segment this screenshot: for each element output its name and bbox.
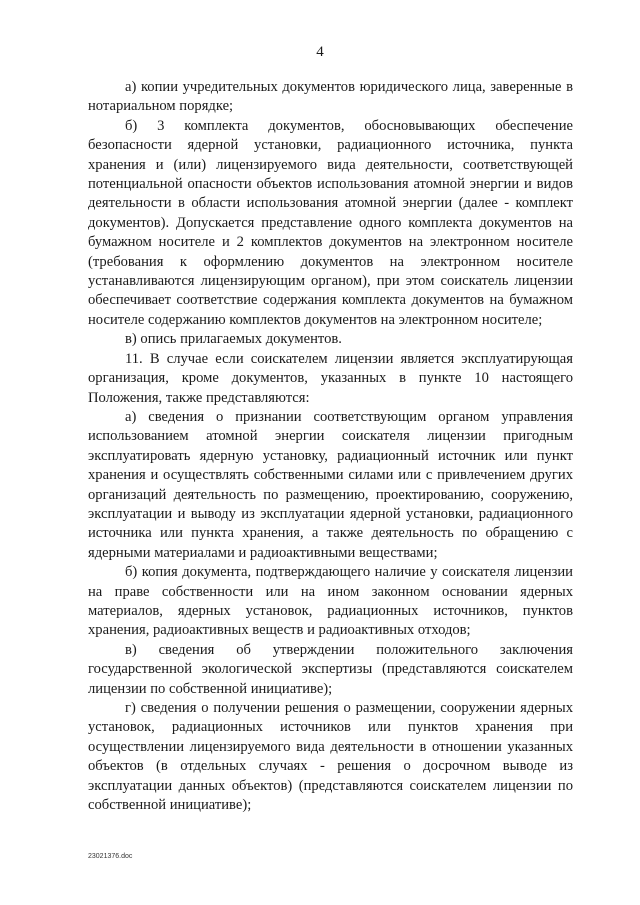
paragraph-11-operating-org: 11. В случае если соискателем лицензии является эксплуатирующая организация, кроме документов, указанных в пункте 10 настоящего Положения, также представляются: [88,350,573,406]
paragraph-a-founding-docs: а) копии учредительных документов юридического лица, заверенные в нотариальном порядке; [88,79,573,115]
footer-filename: 23021376.doc [88,853,133,860]
paragraph-11g-siting-decision: г) сведения о получении решения о размещении, сооружении ядерных установок, радиационных источников или пунктов хранения при осуществлении лицензируемого вида деятельности в отношении указанных объектов (в отдельных случаях - решения о досрочном выводе из эксплуатации данных объектов) (представляются соискателем лицензии по собственной инициативе); [88,700,573,814]
paragraph-11b-ownership: б) копия документа, подтверждающего наличие у соискателя лицензии на праве собственности или на ином законном основании ядерных материалов, ядерных установок, радиационных источников, пунктов хранения, радиоактивных веществ и радиоактивных отходов; [88,564,573,639]
page-number: 4 [316,44,324,60]
paragraph-v-inventory: в) опись прилагаемых документов. [125,331,342,348]
paragraph-11a-recognition: а) сведения о признании соответствующим органом управления использованием атомной энергии соискателя лицензии пригодным эксплуатировать ядерную установку, радиационный источник или пункт хранения и осуществлять собственными силами или с привлечением других организаций деятельность по размещению, проектированию, сооружению, эксплуатации и выводу из эксплуатации ядерной установки, радиационного источника или пункта хранения, а также деятельность по обращению с ядерными материалами и радиоактивными веществами; [88,408,573,561]
paragraph-11v-ecological-review: в) сведения об утверждении положительного заключения государственной экологической экспертизы (представляются соискателем лицензии по собственной инициативе); [88,641,573,697]
paragraph-b-document-sets: б) 3 комплекта документов, обосновывающих обеспечение безопасности ядерной установки, радиационного источника, пункта хранения и (или) лицензируемого вида деятельности, соответствующей потенциальной опасности объектов использования атомной энергии и видов деятельности в области использования атомной энергии (далее - комплект документов). Допускается представление одного комплекта документов на бумажном носителе и 2 комплектов документов на электронном носителе (требования к оформлению документов на электронном носителе устанавливаются лицензирующим органом), при этом соискатель лицензии обеспечивает соответствие содержания комплекта документов на бумажном носителе содержанию комплектов документов на электронном носителе; [88,117,573,328]
document-body [88,78,573,815]
